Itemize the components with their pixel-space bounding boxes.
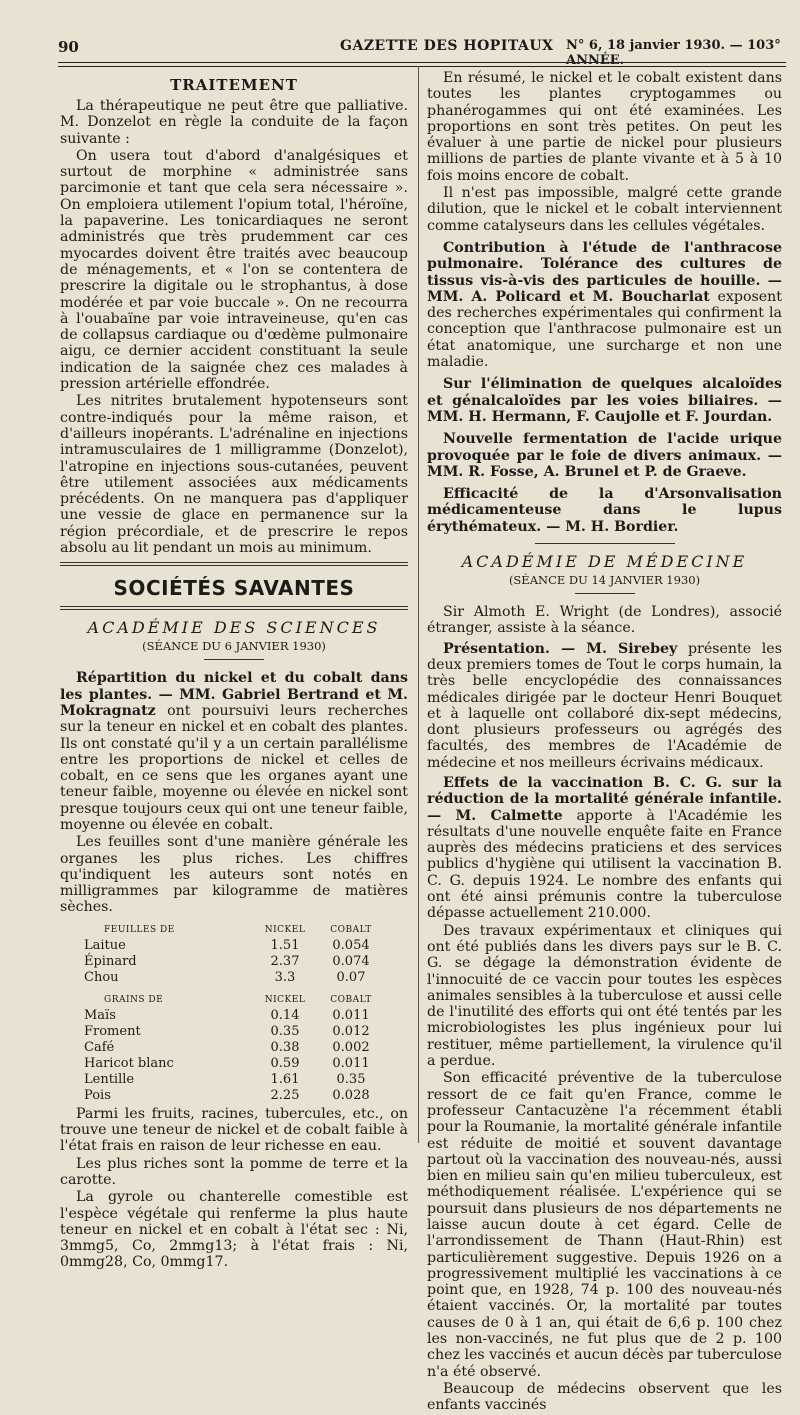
paragraph: On usera tout d'abord d'analgésiques et surtout de morphine « administrée sans parcimonie et tant que cela sera nécessaire ». On emploiera utilement l'opium total, l'héroïne, la papaverine. Les tonicardiaques ne seront administrés que très prudemment car ces myocardes doivent être traités avec beaucoup de ménagements, et « l'on se contentera de prescrire la digitale ou le strophantus, à dose modérée et par voie buccale ». On ne recourra à l'ouabaïne par voie intraveineuse, qu'en cas de collapsus cardiaque ou d'œdème pulmonaire aigu, ce dernier accident constituant la seule indication de la saignée chez ces malades à pression artérielle effondrée. [60, 147, 408, 393]
societes-title: SOCIÉTÉS SAVANTES [113, 576, 355, 601]
table-cell: 0.07 [336, 969, 366, 985]
table-cell: 3.3 [274, 969, 296, 985]
table-cell: Haricot blanc [84, 1055, 174, 1071]
paragraph: Les nitrites brutalement hypotenseurs sont contre-indiqués pour la même raison, et d'ailleurs inopérants. L'adrénaline en injections intramusculaires de 1 milligramme (Donzelot), l'atropine en injections sous-cutanées, peuvent être utilement associées aux médicaments précédents. On ne manquera pas d'appliquer une vessie de glace en permanence sur la région précordiale, et de prescrire le repos absolu au lit pendant un mois au minimum. [60, 393, 408, 557]
table-row [84, 954, 384, 970]
paragraph: En résumé, le nickel et le cobalt existent dans toutes les plantes cryptogammes ou phanérogammes qui ont été examinées. Les proportions en sont très petites. On peut les évaluer à une partie de nickel pour plusieurs millions de parties de plante vivante et à 5 à 10 fois moins encore de cobalt. [427, 70, 782, 184]
section-rule [535, 543, 675, 544]
paragraph: La gyrole ou chanterelle comestible est l'espèce végétale qui renferme la plus haute teneur en nickel et en cobalt à l'état sec : Ni, 3mmg5, Co, 2mmg13; à l'état frais : Ni, 0mmg28, Co, 0mmg17. [60, 1189, 408, 1271]
table-cell: 0.35 [336, 1071, 366, 1087]
table-row [84, 938, 384, 954]
page-number: 90 [58, 38, 79, 56]
table-cell: 0.002 [332, 1039, 370, 1055]
table-cell: 0.14 [270, 1007, 300, 1023]
table-cell: 0.011 [332, 1007, 370, 1023]
paragraph [60, 670, 408, 833]
short-rule [575, 593, 635, 594]
table-cell: 2.25 [270, 1087, 300, 1103]
left-column [60, 70, 408, 1272]
table-graines [84, 988, 384, 1104]
table-header: NICKEL [264, 994, 306, 1005]
table-cell: 0.074 [332, 953, 370, 969]
article-body: présente les deux premiers tomes de Tout le corps humain, la très belle encyclopédie des connaissances médicales dirigée par le docteur Henri Bouquet et à laquelle ont collaboré dix-sept médecins, dont plusieurs professeurs ou agrégés des facultés, des membres de l'Académie de médecine et nos meilleurs écrivains médicaux. [427, 640, 782, 771]
article-body: exposent des recherches expérimentales qui confirment la conception que l'anthracose pulmonaire est un état anatomique, une surcharge et non une maladie. [427, 288, 783, 371]
table-cell: Pois [84, 1087, 111, 1103]
paragraph: Sir Almoth E. Wright (de Londres), associé étranger, assiste à la séance. [427, 604, 782, 637]
paragraph: Son efficacité préventive de la tuberculose ressort de ce fait qu'en France, comme le professeur Cantacuzène l'a récemment établi pour la Roumanie, la mortalité générale infantile est réduite de moitié et souvent davantage partout où la vaccination des nouveau-nés, aussi bien en milieu sain qu'en milieu tuberculeux, est méthodiquement réalisée. L'expérience qui se poursuit dans plusieurs de nos départements ne laisse aucun doute à cet égard. Celle de l'arrondissement de Thann (Haut-Rhin) est particulièrement suggestive. Depuis 1926 on a progressivement multiplié les vaccinations à ce point que, en 1928, 74 p. 100 des nouveau-nés étaient vaccinés. Or, la mortalité par toutes causes de 0 à 1 an, qui était de 6,6 p. 100 chez les non-vaccinés, ne fut plus que de 2 p. 100 chez les vaccinés et aucun décès par tuberculose n'a été observé. [427, 1070, 782, 1380]
article-heading: Effets de la vaccination B. C. G. sur la réduction de la mortalité générale infantile. — M. Calmette [427, 774, 782, 824]
paragraph: Les plus riches sont la pomme de terre et la carotte. [60, 1155, 408, 1188]
table-cell: Épinard [84, 953, 137, 969]
table-cell: Froment [84, 1023, 141, 1039]
table-cell: 0.012 [332, 1023, 370, 1039]
paragraph [427, 641, 782, 771]
table-header: NICKEL [264, 924, 306, 935]
issue-line: N° 6, 18 janvier 1930. — 103° ANNÉE. [566, 38, 781, 68]
page-header [58, 32, 788, 68]
table-header-row [84, 988, 384, 1008]
header-rule [58, 62, 786, 63]
short-rule [204, 659, 264, 660]
table-cell: 0.054 [332, 937, 370, 953]
journal-title: GAZETTE DES HOPITAUX [340, 38, 554, 54]
table-header: COBALT [330, 994, 372, 1005]
table-cell: 0.59 [270, 1055, 300, 1071]
article-heading: Efficacité de la d'Arsonvalisation médicamenteuse dans le lupus érythémateux. — M. H. Bordier. [427, 486, 782, 535]
table-cell: 0.38 [270, 1039, 300, 1055]
table-row [84, 1088, 384, 1104]
paragraph: Il n'est pas impossible, malgré cette grande dilution, que le nickel et le cobalt interviennent comme catalyseurs dans les cellules végétales. [427, 185, 782, 234]
paragraph: Beaucoup de médecins observent que les enfants vaccinés [427, 1380, 782, 1414]
table-cell: 1.51 [270, 937, 300, 953]
table-header: GRAINS DE [104, 994, 164, 1005]
table-cell: Maïs [84, 1007, 116, 1023]
seance-date: (SÉANCE DU 14 JANVIER 1930) [508, 573, 701, 588]
article-heading: Sur l'élimination de quelques alcaloïdes et génalcaloïdes par les voies biliaires. — MM. H. Hermann, F. Caujolle et F. Jourdan. [427, 376, 782, 425]
article-heading: Contribution à l'étude de l'anthracose pulmonaire. Tolérance des cultures de tissus vis-à-vis des particules de houille. — MM. A. Policard et M. Boucharlat [427, 239, 782, 305]
table-cell: 0.35 [270, 1023, 300, 1039]
table-row [84, 970, 384, 986]
paragraph: La thérapeutique ne peut être que palliative. M. Donzelot en règle la conduite de la façon suivante : [60, 98, 408, 147]
paragraph [427, 240, 782, 370]
paragraph: Les feuilles sont d'une manière générale les organes les plus riches. Les chiffres qu'indiquent les auteurs sont notés en milligrammes par kilogramme de matières sèches. [60, 834, 408, 916]
article-heading: Répartition du nickel et du cobalt dans les plantes. — MM. Gabriel Bertrand et M. Mokragnatz [60, 670, 408, 719]
section-rule [60, 606, 408, 610]
table-cell: Laitue [84, 937, 126, 953]
right-column [427, 70, 782, 1415]
table-row [84, 1072, 384, 1088]
table-cell: 0.011 [332, 1055, 370, 1071]
table-cell: 2.37 [270, 953, 300, 969]
table-cell: Café [84, 1039, 115, 1055]
section-rule [60, 562, 408, 566]
paragraph: Parmi les fruits, racines, tubercules, etc., on trouve une teneur de nickel et de cobalt faible à l'état frais en raison de leur richesse en eau. [60, 1105, 408, 1155]
table-cell: 1.61 [270, 1071, 300, 1087]
table-header: COBALT [330, 924, 372, 935]
table-row [84, 1040, 384, 1056]
table-row [84, 1056, 384, 1072]
table-header: FEUILLES DE [104, 924, 175, 935]
table-cell: 0.028 [332, 1087, 370, 1103]
table-row [84, 1008, 384, 1024]
article-body: ont poursuivi leurs recherches sur la teneur en nickel et en cobalt des plantes. Ils ont constaté qu'il y a un certain parallélisme entre les proportions de nickel et celles de cobalt, en ce sens que les organes ayant une teneur faible, moyenne ou élevée en nickel sont presque toujours ceux qui ont une teneur faible, moyenne ou élevée en cobalt. [60, 702, 409, 833]
article-heading: Présentation. — M. Sirebey [443, 640, 678, 657]
article-body: apporte à l'Académie les résultats d'une nouvelle enquête faite en France auprès des médecins praticiens et des services publics d'hygiène qui utilisent la vaccination B. C. G. depuis 1924. Le nombre des enfants qui ont été ainsi prémunis contre la tuberculose dépasse actuellement 210.000. [427, 807, 783, 922]
paragraph: Des travaux expérimentaux et cliniques qui ont été publiés dans les divers pays sur le B. C. G. se dégage la démonstration évidente de l'innocuité de ce vaccin pour toutes les espèces animales sensibles à la tuberculose et aussi celle de l'inutilité des efforts qui ont été tentés par les microbiologistes les plus ingénieux pour lui restituer, même partiellement, la virulence qu'il a perdue. [427, 922, 782, 1070]
traitement-title: TRAITEMENT [170, 76, 298, 94]
table-cell: Lentille [84, 1071, 135, 1087]
academie-medecine-title: ACADÉMIE DE MÉDECINE [461, 552, 748, 572]
academie-sciences-title: ACADÉMIE DES SCIENCES [87, 618, 381, 638]
table-cell: Chou [84, 969, 119, 985]
seance-date: (SÉANCE DU 6 JANVIER 1930) [142, 639, 326, 654]
table-feuilles [84, 918, 384, 986]
article-heading: Nouvelle fermentation de l'acide urique provoquée par le foie de divers animaux. — MM. R. Fosse, A. Brunel et P. de Graeve. [427, 431, 782, 480]
column-separator [418, 66, 419, 1143]
paragraph [427, 775, 782, 922]
table-row [84, 1024, 384, 1040]
table-header-row [84, 918, 384, 938]
header-rule [58, 66, 786, 67]
